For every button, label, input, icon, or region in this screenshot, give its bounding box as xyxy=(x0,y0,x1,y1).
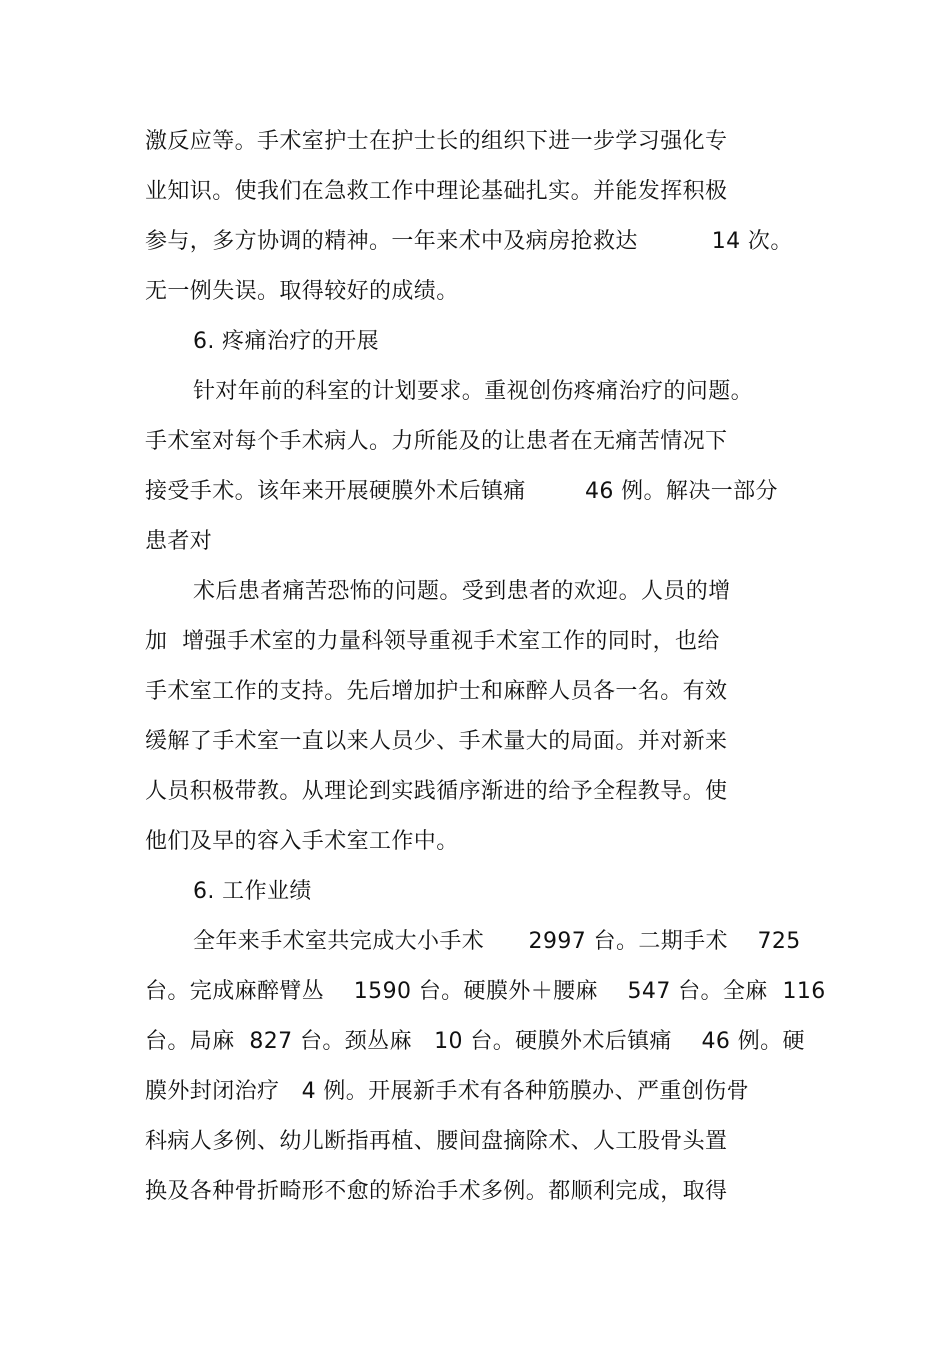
body-text-line: 人员积极带教。从理论到实践循序渐进的给予全程教导。使 xyxy=(145,779,728,804)
body-text-line: 他们及早的容入手术室工作中。 xyxy=(145,829,459,854)
body-text-line: 台。局麻 827 台。颈丛麻 10 台。硬膜外术后镇痛 46 例。硬 xyxy=(145,1029,805,1054)
paragraph-first-line: 针对年前的科室的计划要求。重视创伤疼痛治疗的问题。 xyxy=(193,379,754,404)
body-text-line: 缓解了手术室一直以来人员少、手术量大的局面。并对新来 xyxy=(145,729,728,754)
body-text-line: 台。完成麻醉臂丛 1590 台。硬膜外＋腰麻 547 台。全麻 116 xyxy=(145,979,826,1004)
body-text-line: 手术室工作的支持。先后增加护士和麻醉人员各一名。有效 xyxy=(145,679,728,704)
body-text-line: 无一例失误。取得较好的成绩。 xyxy=(145,279,459,304)
body-text-line: 业知识。使我们在急救工作中理论基础扎实。并能发挥积极 xyxy=(145,179,728,204)
section-heading: 6. 疼痛治疗的开展 xyxy=(193,329,379,354)
section-heading: 6. 工作业绩 xyxy=(193,879,312,904)
body-text-line: 科病人多例、幼儿断指再植、腰间盘摘除术、人工股骨头置 xyxy=(145,1129,728,1154)
body-text-line: 患者对 xyxy=(145,529,213,554)
body-text-line: 换及各种骨折畸形不愈的矫治手术多例。都顺利完成，取得 xyxy=(145,1179,728,1204)
body-text-line: 加 增强手术室的力量科领导重视手术室工作的同时，也给 xyxy=(145,629,720,654)
body-text-line: 手术室对每个手术病人。力所能及的让患者在无痛苦情况下 xyxy=(145,429,728,454)
body-text-line: 膜外封闭治疗 4 例。开展新手术有各种筋膜办、严重创伤骨 xyxy=(145,1079,749,1104)
paragraph-first-line: 术后患者痛苦恐怖的问题。受到患者的欢迎。人员的增 xyxy=(193,579,731,604)
paragraph-first-line: 全年来手术室共完成大小手术 2997 台。二期手术 725 xyxy=(193,929,801,954)
body-text-line: 激反应等。手术室护士在护士长的组织下进一步学习强化专 xyxy=(145,129,728,154)
body-text-line: 参与，多方协调的精神。一年来术中及病房抢救达 14 次。 xyxy=(145,229,793,254)
body-text-line: 接受手术。该年来开展硬膜外术后镇痛 46 例。解决一部分 xyxy=(145,479,778,504)
